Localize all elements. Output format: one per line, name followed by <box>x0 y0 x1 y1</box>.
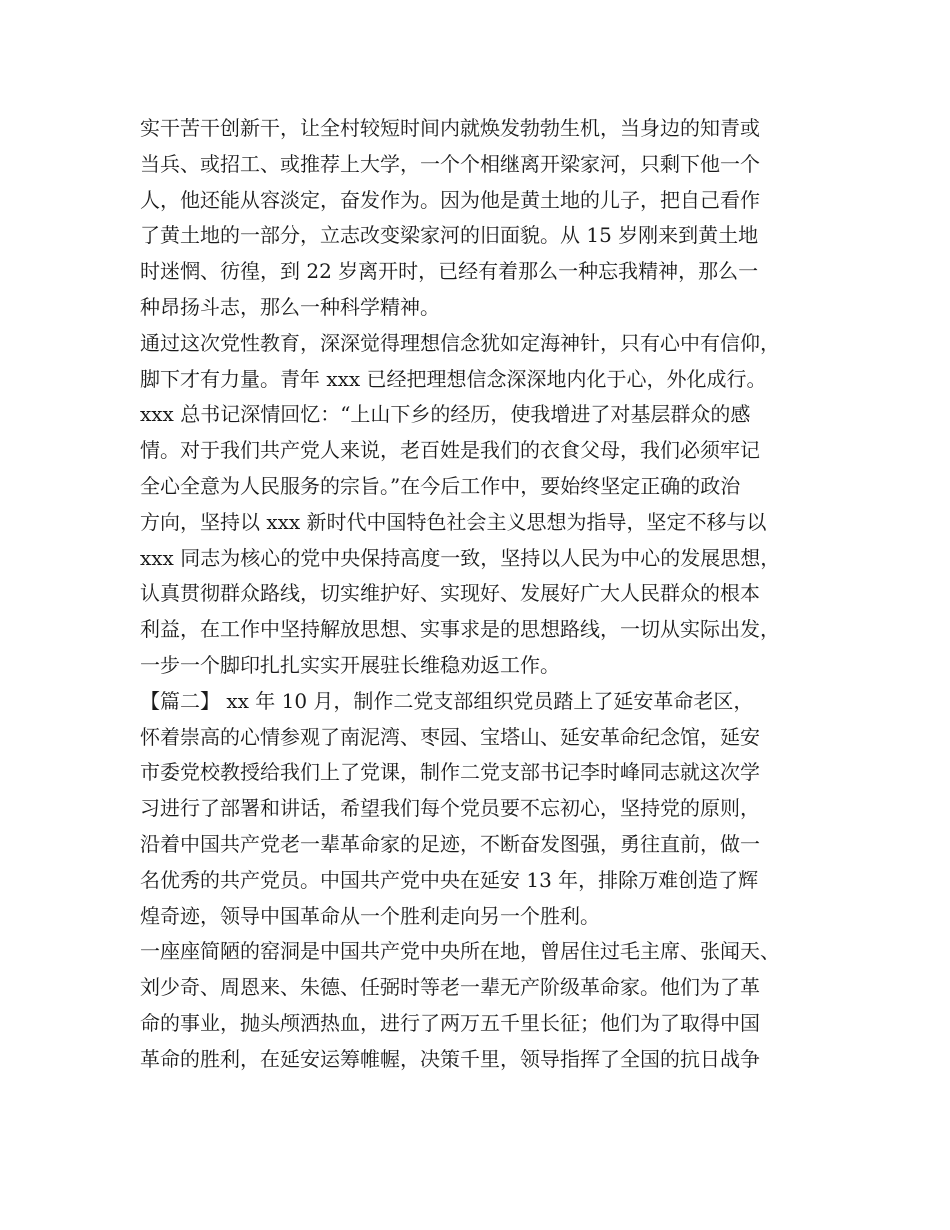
text-line: 习进行了部署和讲话，希望我们每个党员要不忘初心，坚持党的原则， <box>140 796 760 821</box>
text-line: 怀着崇高的心情参观了南泥湾、枣园、宝塔山、延安革命纪念馆，延安 <box>140 724 760 749</box>
text-line: 刘少奇、周恩来、朱德、任弼时等老一辈无产阶级革命家。他们为了革 <box>140 975 760 1000</box>
text-line: 革命的胜利，在延安运筹帷幄，决策千里，领导指挥了全国的抗日战争 <box>140 1046 760 1071</box>
text-line: 市委党校教授给我们上了党课，制作二党支部书记李时峰同志就这次学 <box>140 760 760 785</box>
text-line: 命的事业，抛头颅洒热血，进行了两万五千里长征；他们为了取得中国 <box>140 1010 760 1035</box>
text-line: 沿着中国共产党老一辈革命家的足迹，不断奋发图强，勇往直前，做一 <box>140 831 760 856</box>
section-heading-line: 【篇二】 xx 年 10 月，制作二党支部组织党员踏上了延安革命老区， <box>140 688 754 713</box>
text-line: 通过这次党性教育，深深觉得理想信念犹如定海神针，只有心中有信仰， <box>140 330 780 355</box>
text-line: xxx 总书记深情回忆：“上山下乡的经历，使我增进了对基层群众的感 <box>140 402 751 427</box>
text-line: 实干苦干创新干，让全村较短时间内就焕发勃勃生机，当身边的知青或 <box>140 116 760 140</box>
text-line: 当兵、或招工、或推荐上大学，一个个相继离开梁家河，只剩下他一个 <box>140 151 760 176</box>
text-line: 情。对于我们共产党人来说，老百姓是我们的衣食父母，我们必须牢记 <box>140 438 760 463</box>
text-line: 认真贯彻群众路线，切实维护好、实现好、发展好广大人民群众的根本 <box>140 581 760 606</box>
text-line: 名优秀的共产党员。中国共产党中央在延安 13 年，排除万难创造了辉 <box>140 867 759 892</box>
text-line: 人，他还能从容淡定，奋发作为。因为他是黄土地的儿子，把自己看作 <box>140 187 760 212</box>
text-line: 一座座简陋的窑洞是中国共产党中央所在地，曾居住过毛主席、张闻天、 <box>140 939 780 964</box>
text-line: 脚下才有力量。青年 xxx 已经把理想信念深深地内化于心，外化成行。 <box>140 366 767 391</box>
text-line: 种昂扬斗志，那么一种科学精神。 <box>140 294 440 319</box>
text-line: 煌奇迹，领导中国革命从一个胜利走向另一个胜利。 <box>140 903 600 928</box>
text-line: 时迷惘、彷徨，到 22 岁离开时，已经有着那么一种忘我精神，那么一 <box>140 259 759 284</box>
text-line: 全心全意为人民服务的宗旨。”在今后工作中，要始终坚定正确的政治 <box>140 473 741 498</box>
text-line: 一步一个脚印扎扎实实开展驻长维稳劝返工作。 <box>140 652 560 677</box>
text-line: 了黄土地的一部分，立志改变梁家河的旧面貌。从 15 岁刚来到黄土地 <box>140 223 759 248</box>
text-line: 方向，坚持以 xxx 新时代中国特色社会主义思想为指导，坚定不移与以 <box>140 509 767 534</box>
text-line: 利益，在工作中坚持解放思想、实事求是的思想路线，一切从实际出发， <box>140 617 780 642</box>
text-line: xxx 同志为核心的党中央保持高度一致，坚持以人民为中心的发展思想， <box>140 545 781 570</box>
document-body <box>140 111 830 1078</box>
